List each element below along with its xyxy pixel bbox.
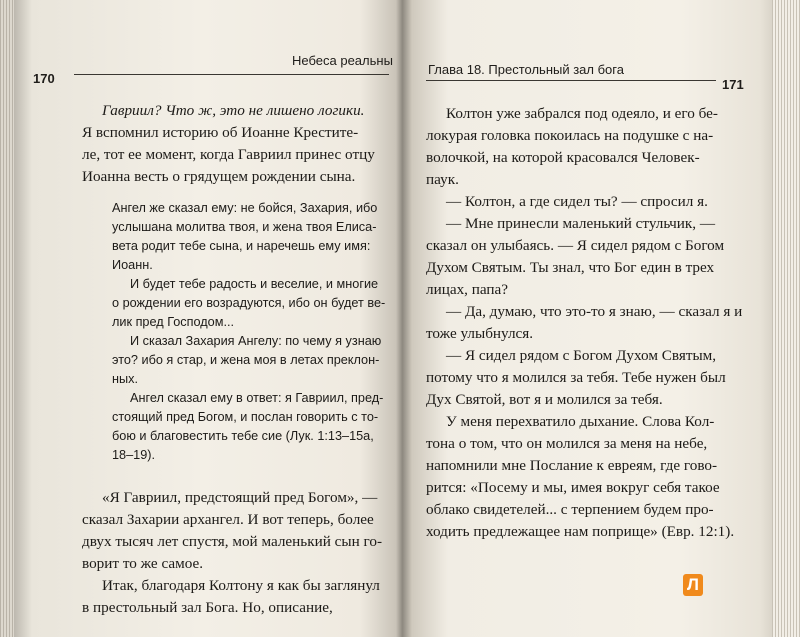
text-line: тоже улыбнулся. — [426, 325, 534, 342]
text-line: Итак, благодаря Колтону я как бы заглянул — [102, 577, 380, 594]
text-line: сказал он улыбаясь. — Я сидел рядом с Богом — [426, 237, 725, 254]
text-line: сказал Захарии архангел. И вот теперь, более — [82, 511, 374, 528]
quote-line: Ангел же сказал ему: не бойся, Захария, ибо — [112, 201, 378, 215]
quote-line: о рождении его возрадуются, ибо он будет ве- — [112, 296, 386, 310]
page-edges-right — [772, 0, 800, 637]
page-edges-left — [0, 0, 14, 637]
labirint-logo-icon: Л — [683, 574, 703, 596]
text-line: напомнили мне Послание к евреям, где гово- — [426, 457, 718, 474]
quote-line: И будет тебе радость и веселие, и многие — [130, 277, 379, 291]
text-line: локурая головка покоилась на подушке с на- — [426, 127, 714, 144]
quote-line: 18–19). — [112, 448, 156, 462]
text-line: двух тысяч лет спустя, мой маленький сын го- — [82, 533, 383, 550]
text-line: — Мне принесли маленький стульчик, — — [446, 215, 716, 232]
text-line: У меня перехватило дыхание. Слова Кол- — [446, 413, 715, 430]
header-rule-right — [426, 80, 716, 81]
text-line: Дух Святой, вот я и молился за тебя. — [426, 391, 663, 408]
quote-line: стоящий пред Богом, и послан говорить с то- — [112, 410, 379, 424]
text-line: лицах, папа? — [426, 281, 509, 298]
quote-line: Ангел сказал ему в ответ: я Гавриил, пред- — [130, 391, 384, 405]
quote-line: ных. — [112, 372, 138, 386]
quote-line: услышана молитва твоя, и жена твоя Елиса- — [112, 220, 377, 234]
text-line: — Я сидел рядом с Богом Духом Святым, — [446, 347, 717, 364]
running-head-right: Глава 18. Престольный зал бога — [428, 62, 624, 77]
text-line: потому что я молился за тебя. Тебе нужен был — [426, 369, 726, 386]
quote-line: И сказал Захария Ангелу: по чему я узнаю — [130, 334, 382, 348]
text-line: — Да, думаю, что это-то я знаю, — сказал я и — [446, 303, 743, 320]
text-line: «Я Гавриил, предстоящий пред Богом», — — [102, 489, 378, 506]
page-number-left: 170 — [33, 71, 55, 86]
text-line: в престольный зал Бога. Но, описание, — [82, 599, 333, 616]
right-page — [412, 0, 744, 637]
text-line: Колтон уже забрался под одеяло, и его бе- — [446, 105, 718, 122]
text-line: Гавриил? Что ж, это не лишено логики. — [102, 102, 365, 119]
text-line: рится: «Посему и мы, имея вокруг себя такое — [426, 479, 720, 496]
text-line: Иоанна весть о грядущем рождении сына. — [82, 168, 356, 185]
text-line: ле, тот ее момент, когда Гавриил принес отцу — [82, 146, 375, 163]
text-line: — Колтон, а где сидел ты? — спросил я. — [446, 193, 708, 210]
quote-line: бою и благовестить тебе сие (Лук. 1:13–15а, — [112, 429, 374, 443]
text-line: паук. — [426, 171, 459, 188]
left-page-continued — [24, 0, 394, 637]
quote-line: Иоанн. — [112, 258, 153, 272]
text-line: ворит то же самое. — [82, 555, 204, 572]
quote-line: вета родит тебе сына, и наречешь ему имя: — [112, 239, 371, 253]
text-line: волочкой, на которой красовался Человек- — [426, 149, 700, 166]
page-number-right: 171 — [722, 77, 744, 92]
text-line: Духом Святым. Ты знал, что Бог един в трех — [426, 259, 715, 276]
text-line: Я вспомнил историю об Иоанне Крестите- — [82, 124, 359, 141]
text-line: тона о том, что он молился за меня на небе, — [426, 435, 708, 452]
quote-line: лик пред Господом... — [112, 315, 235, 329]
running-head-left: Небеса реальны — [292, 53, 393, 68]
quote-line: это? ибо я стар, и жена моя в летах преклон- — [112, 353, 380, 367]
text-line: облако свидетелей... с терпением будем про- — [426, 501, 714, 518]
text-line: ходить предлежащее нам поприще» (Евр. 12:1). — [426, 523, 735, 540]
